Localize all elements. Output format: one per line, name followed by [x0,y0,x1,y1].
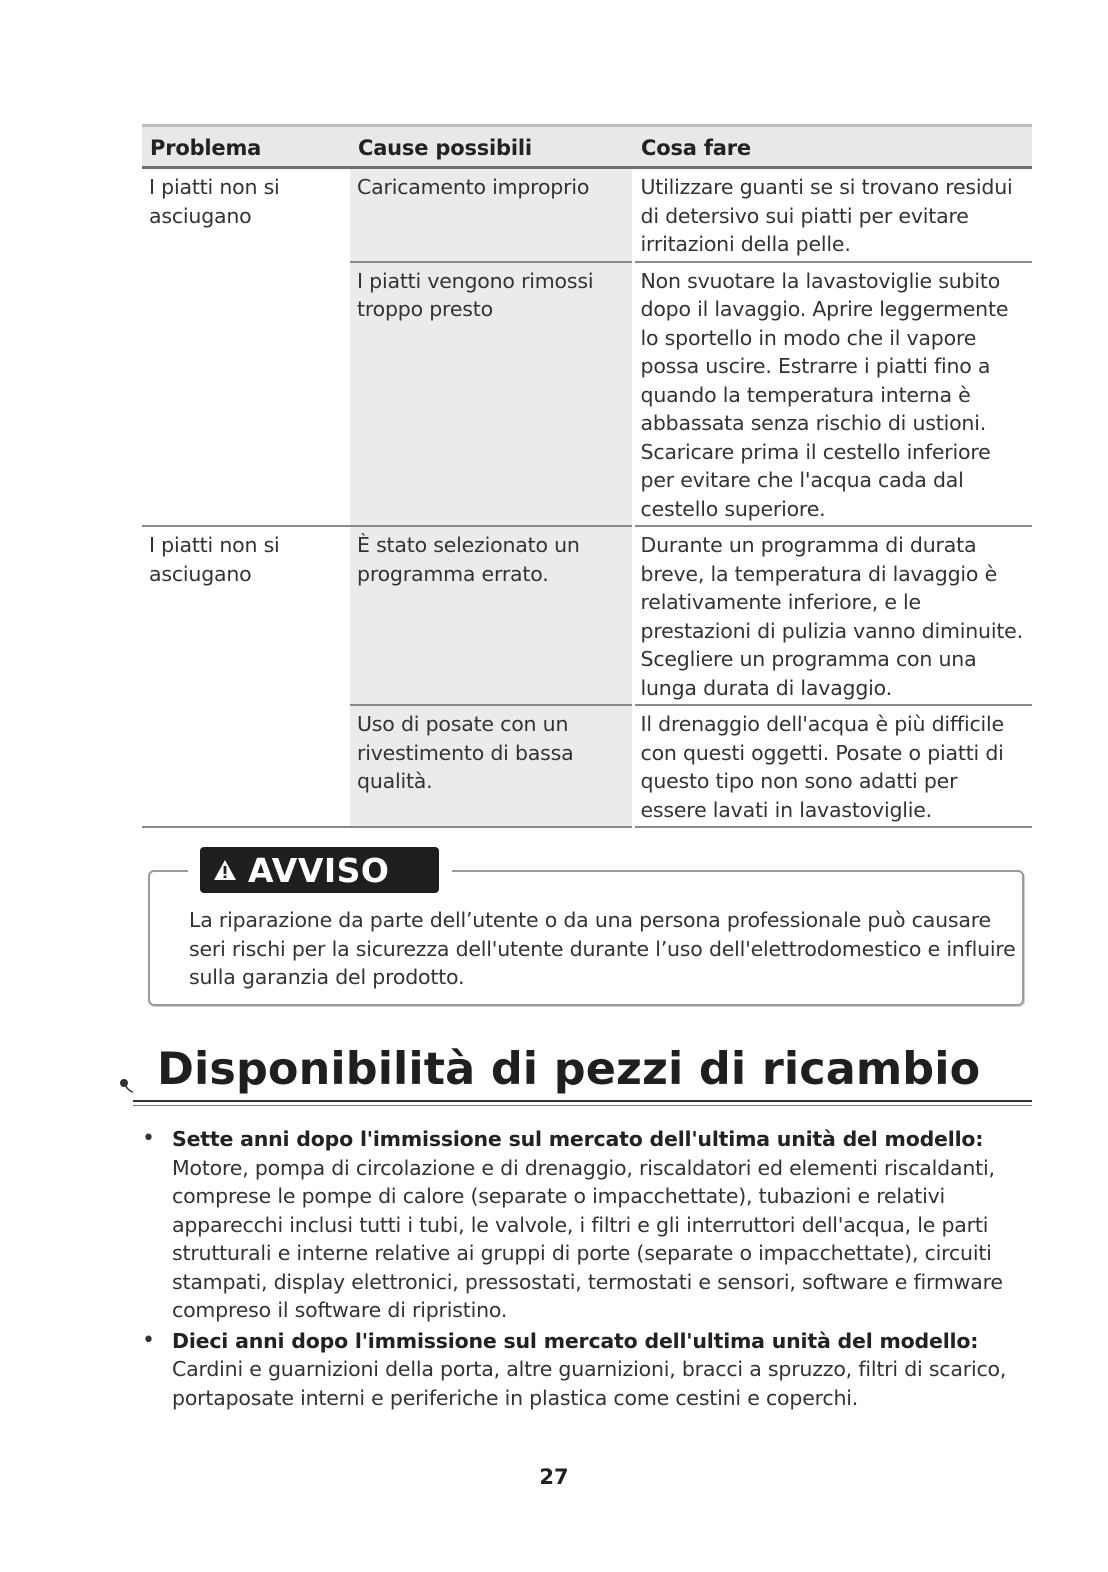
warning-label [200,847,439,893]
cause-cell: Uso di posate con un rivestimento di bassa qualità. [350,705,633,827]
page-number: 27 [539,1465,569,1489]
warning-title: AVVISO [248,850,390,890]
troubleshooting-table [142,124,1032,828]
problem-cell [142,705,350,827]
cause-cell: Caricamento improprio [350,168,633,262]
section-divider [133,1100,1032,1102]
column-header-problem: Problema [142,126,350,168]
problem-cell: I piatti non si asciugano [149,533,280,586]
cause-cell: È stato selezionato un programma errato. [350,526,633,705]
action-cell: Durante un programma di durata breve, la temperatura di lavaggio è relativamente inferiore, e le prestazioni di pulizia vanno diminuite. Scegliere un programma con una lunga durata di lavaggio. [633,526,1032,705]
problem-cell [142,262,350,527]
section-divider-thin [133,1105,1032,1106]
action-cell: Il drenaggio dell'acqua è più difficile con questi oggetti. Posate o piatti di questo tipo non sono adatti per essere lavati in lavastoviglie. [633,705,1032,827]
list-item-body: Cardini e guarnizioni della porta, altre guarnizioni, bracci a spruzzo, filtri di scarico, portaposate interni e periferiche in plastica come cestini e coperchi. [172,1357,1007,1410]
problem-cell: I piatti non si asciugano [149,175,280,228]
action-cell: Utilizzare guanti se si trovano residui di detersivo sui piatti per evitare irritazioni della pelle. [633,168,1032,262]
table-row [142,168,1032,262]
column-header-causes: Cause possibili [350,126,633,168]
table-header-row [142,126,1032,168]
list-item-heading: Sette anni dopo l'immissione sul mercato dell'ultima unità del modello: [172,1127,984,1151]
cause-cell: I piatti vengono rimossi troppo presto [350,262,633,527]
bullet-dot-icon: • [142,1327,155,1353]
bullet-dot-icon: • [142,1126,155,1151]
warning-text: La riparazione da parte dell’utente o da una persona professionale può causare seri rischi per la sicurezza dell'utente durante l’uso dell'elettrodomestico e influire sulla garanzia del prodotto. [189,908,1016,989]
table-row [142,526,1032,705]
list-item-body: Motore, pompa di circolazione e di drenaggio, riscaldatori ed elementi riscaldanti, comprese le pompe di calore (separate o impacchettate), tubazioni e relativi apparecchi inclusi tutti i tubi, le valvole, i filtri e gli interruttori dell'acqua, le parti strutturali e interne relative ai gruppi di porte (separate o impacchettate), circuiti stampati, display elettronici, pressostati, termostati e sensori, software e firmware compreso il software di ripristino. [172,1155,1003,1322]
list-item-heading: Dieci anni dopo l'immissione sul mercato dell'ultima unità del modello: [172,1328,979,1353]
action-cell: Non svuotare la lavastoviglie subito dopo il lavaggio. Aprire leggermente lo sportello in modo che il vapore possa uscire. Estrarre i piatti fino a quando la temperatura interna è abbassata senza rischio di ustioni. Scaricare prima il cestello inferiore per evitare che l'acqua cada dal cestello superiore. [633,262,1032,527]
table-row [142,262,1032,527]
column-header-action: Cosa fare [633,126,1032,168]
section-title: Disponibilità di pezzi di ricambio [157,1044,981,1095]
section-bullet-icon [119,1077,133,1093]
spare-parts-list [140,1125,1020,1412]
list-item [140,1125,1020,1325]
list-item [140,1327,1020,1413]
table-row [142,705,1032,827]
warning-triangle-icon [213,859,237,881]
